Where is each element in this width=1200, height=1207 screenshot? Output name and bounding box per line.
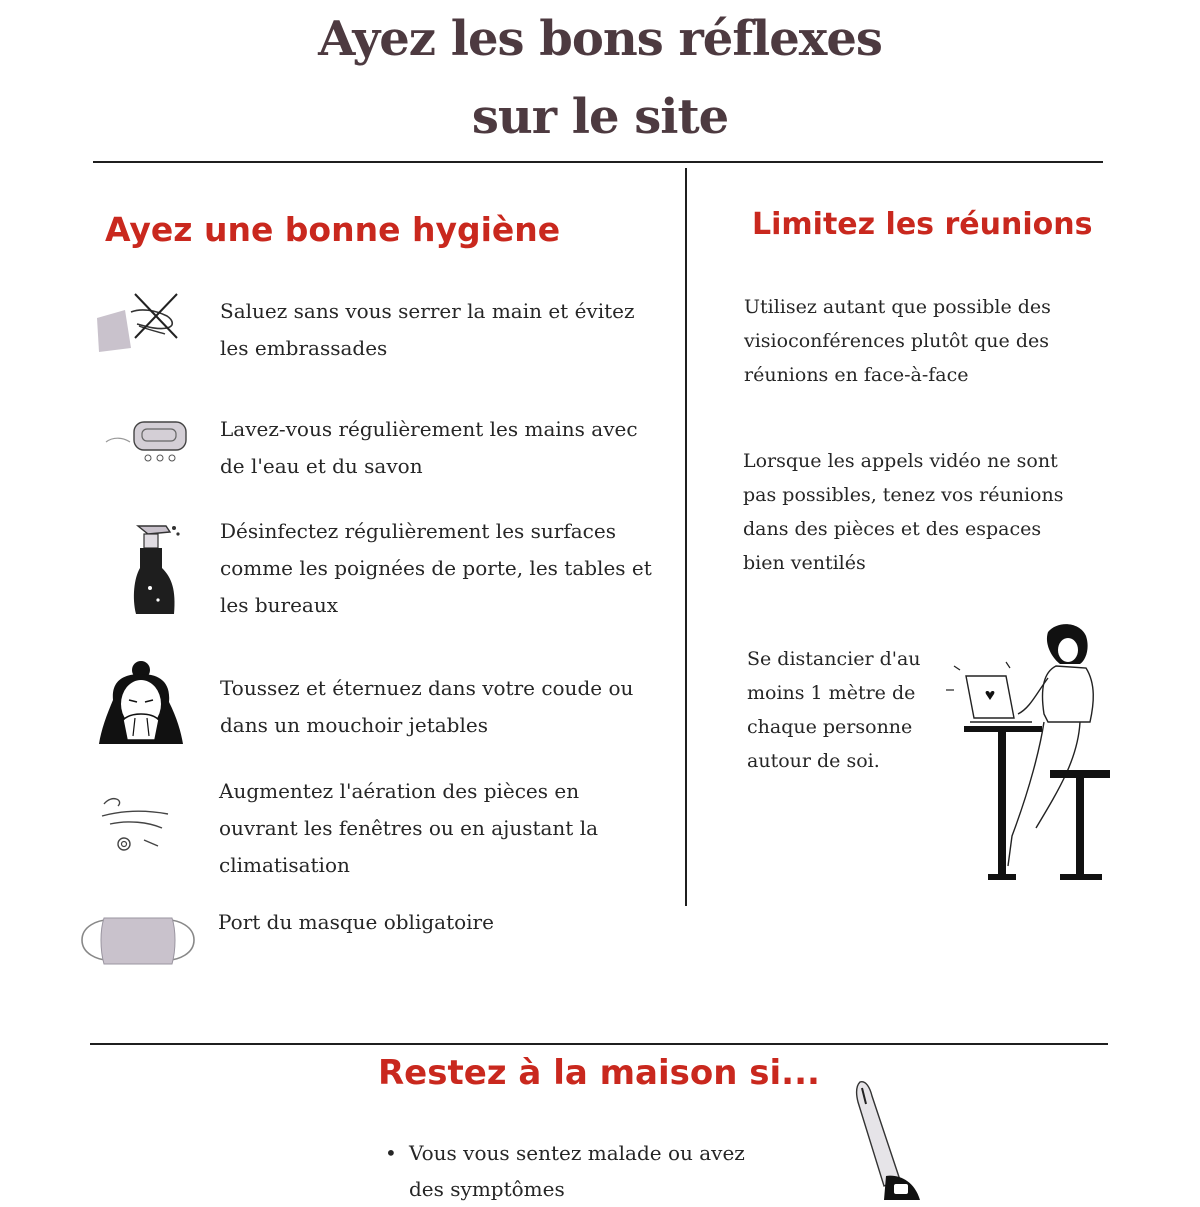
meetings-paragraph-videoconference: Utilisez autant que possible des visioconférences plutôt que des réunions en face-à-face xyxy=(744,296,1051,386)
list-item: • Vous vous sentez malade ou avez des symptômes xyxy=(385,1135,745,1207)
stay-home-list xyxy=(385,1135,745,1207)
meetings-paragraph-ventilated-rooms: Lorsque les appels vidéo ne sont pas possibles, tenez vos réunions dans des pièces et des espaces bien ventilés xyxy=(743,450,1064,574)
page-title-line-2: sur le site xyxy=(471,89,729,145)
top-divider xyxy=(93,161,1103,163)
column-divider xyxy=(685,168,687,906)
hygiene-item-cough: Toussez et éternuez dans votre coude ou dans un mouchoir jetables xyxy=(220,676,634,737)
face-mask-icon xyxy=(78,910,198,970)
hygiene-heading: Ayez une bonne hygiène xyxy=(105,210,561,249)
meetings-heading: Limitez les réunions xyxy=(752,207,1093,242)
hygiene-item-handshake: Saluez sans vous serrer la main et évitez les embrassades xyxy=(220,299,635,360)
no-handshake-icon xyxy=(95,290,185,356)
wind-icon xyxy=(98,790,174,856)
spray-bottle-icon xyxy=(126,518,186,622)
page-title xyxy=(0,0,1200,156)
thermometer-icon xyxy=(850,1080,930,1200)
person-at-laptop-icon xyxy=(940,618,1120,884)
hygiene-item-mask: Port du masque obligatoire xyxy=(218,910,494,934)
sneezing-person-icon xyxy=(97,660,185,746)
hygiene-item-ventilation: Augmentez l'aération des pièces en ouvrant les fenêtres ou en ajustant la climatisation xyxy=(219,779,599,877)
hygiene-item-disinfect: Désinfectez régulièrement les surfaces comme les poignées de porte, les tables et les bureaux xyxy=(220,519,652,617)
hygiene-item-soap: Lavez-vous régulièrement les mains avec de l'eau et du savon xyxy=(220,417,638,478)
meetings-paragraph-distance: Se distancier d'au moins 1 mètre de chaque personne autour de soi. xyxy=(747,648,921,772)
bottom-divider xyxy=(90,1043,1108,1045)
soap-icon xyxy=(100,412,192,464)
stay-home-heading: Restez à la maison si... xyxy=(378,1053,820,1093)
page-title-line-1: Ayez les bons réflexes xyxy=(318,11,882,67)
